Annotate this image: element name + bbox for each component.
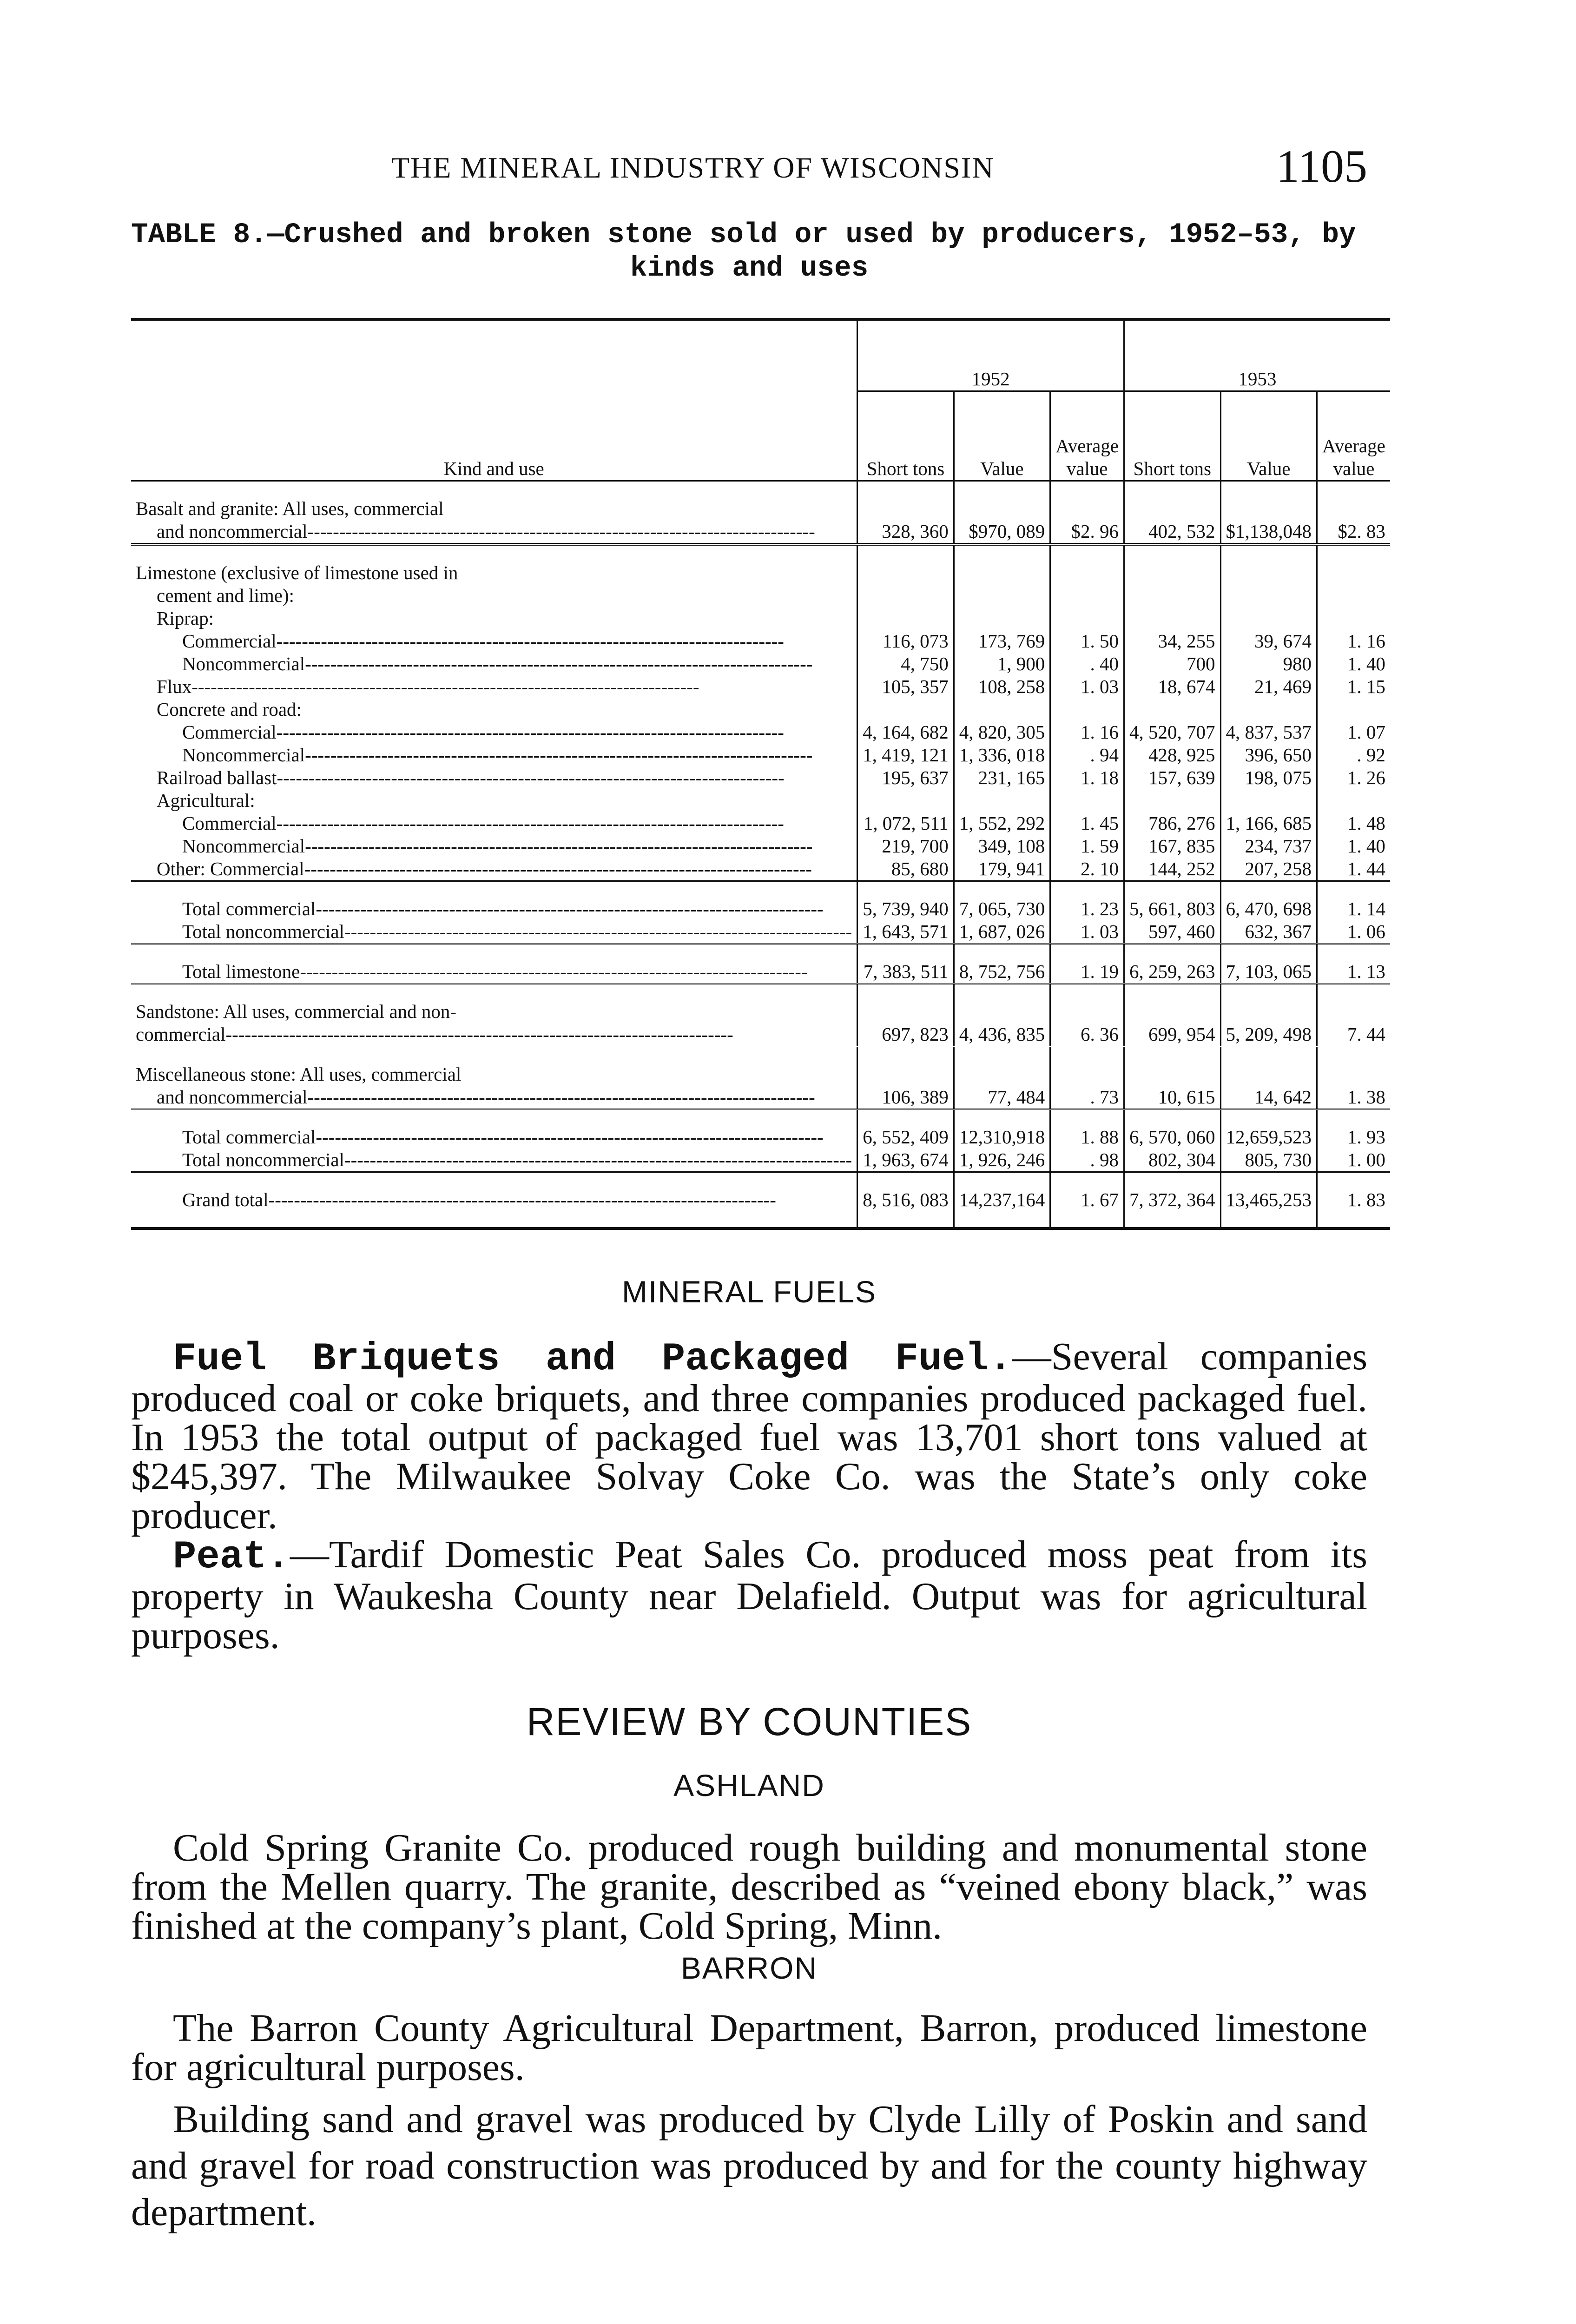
row-label: Flux bbox=[157, 676, 192, 697]
running-head bbox=[131, 139, 1367, 192]
stone-table bbox=[131, 318, 1390, 1230]
table-cell: 6, 259, 263 bbox=[1124, 960, 1221, 984]
paragraph-barron-1: The Barron County Agricultural Department, Barron, produced limestone for agricultural purposes. bbox=[131, 2007, 1367, 2089]
run-in-heading: Fuel Briquets and Packaged Fuel. bbox=[173, 1337, 1012, 1381]
running-title: THE MINERAL INDUSTRY OF WISCONSIN bbox=[391, 151, 995, 184]
table-cell: . 94 bbox=[1050, 744, 1124, 766]
table-cell: . 92 bbox=[1317, 744, 1390, 766]
table-row bbox=[131, 812, 1390, 835]
table-cell: 179, 941 bbox=[954, 858, 1050, 881]
table-cell: 8, 752, 756 bbox=[954, 960, 1050, 984]
average-value-header: Average value bbox=[1317, 391, 1390, 481]
table-row bbox=[131, 835, 1390, 858]
short-tons-header: Short tons bbox=[857, 391, 954, 481]
section-heading-mineral-fuels: MINERAL FUELS bbox=[621, 1274, 877, 1309]
table-cell: 10, 615 bbox=[1124, 1063, 1221, 1109]
table-caption bbox=[131, 218, 1367, 285]
table-row bbox=[131, 561, 1390, 630]
table-row bbox=[131, 766, 1390, 789]
table-row bbox=[131, 653, 1390, 675]
table-cell: 34, 255 bbox=[1124, 630, 1221, 653]
table-cell: 1. 00 bbox=[1317, 1149, 1390, 1172]
row-group-label: Agricultural: bbox=[157, 790, 255, 811]
kind-and-use-header: Kind and use bbox=[131, 319, 857, 481]
row-label: and noncommercial bbox=[157, 521, 308, 542]
table-cell: 699, 954 bbox=[1124, 1000, 1221, 1047]
table-cell: 105, 357 bbox=[857, 675, 954, 698]
table-cell: 7, 372, 364 bbox=[1124, 1188, 1221, 1211]
table-cell: 1. 88 bbox=[1050, 1126, 1124, 1149]
table-cell: 2. 10 bbox=[1050, 858, 1124, 881]
table-cell: 198, 075 bbox=[1220, 766, 1317, 789]
table-cell: 1, 166, 685 bbox=[1220, 812, 1317, 835]
row-label: Railroad ballast bbox=[157, 767, 277, 788]
table-cell: 1, 419, 121 bbox=[857, 744, 954, 766]
table-cell: 12,310,918 bbox=[954, 1126, 1050, 1149]
table-row bbox=[131, 920, 1390, 944]
table-cell: 1. 40 bbox=[1317, 653, 1390, 675]
row-label: Total commercial bbox=[182, 898, 316, 919]
table-cell: 1. 13 bbox=[1317, 960, 1390, 984]
row-label: and noncommercial bbox=[157, 1086, 308, 1108]
row-label: Total noncommercial bbox=[182, 921, 344, 942]
table-cell: 6, 570, 060 bbox=[1124, 1126, 1221, 1149]
row-label: Sandstone: All uses, commercial and non- bbox=[136, 1001, 457, 1022]
paragraph-text: —Tardif Domestic Peat Sales Co. produced moss peat from its property in Waukesha County near Delafield. Output was for agricultural purposes. bbox=[131, 1533, 1367, 1657]
table-cell: 1, 687, 026 bbox=[954, 920, 1050, 944]
table-cell: 396, 650 bbox=[1220, 744, 1317, 766]
table-cell: $2. 96 bbox=[1050, 497, 1124, 544]
row-label: Noncommercial bbox=[182, 744, 305, 766]
row-label: Other: Commercial bbox=[157, 858, 304, 879]
row-label: Total limestone bbox=[182, 961, 300, 982]
table-cell: 144, 252 bbox=[1124, 858, 1221, 881]
table-row bbox=[131, 1126, 1390, 1149]
page bbox=[131, 139, 1385, 2236]
paragraph-text: —Several companies produced coal or coke briquets, and three companies produced packaged fuel. In 1953 the total output of packaged fuel was 13,701 short tons valued at $245,397. The Milwaukee Solvay Coke Co. was the State’s only coke producer. bbox=[131, 1335, 1368, 1537]
section-heading-review-by-counties: REVIEW BY COUNTIES bbox=[526, 1700, 972, 1743]
row-group-label: Concrete and road: bbox=[157, 699, 302, 720]
table-cell: 4, 820, 305 bbox=[954, 721, 1050, 744]
table-caption-line2: kinds and uses bbox=[630, 252, 869, 284]
table-row bbox=[131, 497, 1390, 544]
table-cell: 116, 073 bbox=[857, 630, 954, 653]
table-cell: 4, 164, 682 bbox=[857, 721, 954, 744]
table-cell: 697, 823 bbox=[857, 1000, 954, 1047]
row-label: Noncommercial bbox=[182, 653, 305, 674]
year-1952-header: 1952 bbox=[857, 319, 1124, 391]
table-cell: 1, 643, 571 bbox=[857, 920, 954, 944]
table-cell: 1. 93 bbox=[1317, 1126, 1390, 1149]
table-cell: 5, 209, 498 bbox=[1220, 1000, 1317, 1047]
row-label: Miscellaneous stone: All uses, commercial bbox=[136, 1063, 462, 1085]
page-number: 1105 bbox=[1276, 140, 1367, 192]
table-cell: . 40 bbox=[1050, 653, 1124, 675]
row-group-label: Riprap: bbox=[157, 607, 214, 629]
row-group-label: Limestone (exclusive of limestone used in bbox=[136, 562, 458, 583]
table-cell: 402, 532 bbox=[1124, 497, 1221, 544]
table-cell: 4, 750 bbox=[857, 653, 954, 675]
table-cell: 1. 03 bbox=[1050, 675, 1124, 698]
table-cell: 1. 16 bbox=[1050, 721, 1124, 744]
table-cell: 1. 83 bbox=[1317, 1188, 1390, 1211]
value-header: Value bbox=[1220, 391, 1317, 481]
row-label: Grand total bbox=[182, 1189, 269, 1210]
table-cell: $1,138,048 bbox=[1220, 497, 1317, 544]
table-cell: 13,465,253 bbox=[1220, 1188, 1317, 1211]
table-cell: 1. 19 bbox=[1050, 960, 1124, 984]
table-row bbox=[131, 858, 1390, 881]
table-cell: 1. 26 bbox=[1317, 766, 1390, 789]
table-cell: 1. 06 bbox=[1317, 920, 1390, 944]
table-row bbox=[131, 1188, 1390, 1211]
table-cell: 1. 48 bbox=[1317, 812, 1390, 835]
table-row bbox=[131, 1063, 1390, 1109]
table-cell: 1. 16 bbox=[1317, 630, 1390, 653]
table-cell: $2. 83 bbox=[1317, 497, 1390, 544]
table-cell: 234, 737 bbox=[1220, 835, 1317, 858]
table-cell: 1, 552, 292 bbox=[954, 812, 1050, 835]
table-cell: . 73 bbox=[1050, 1063, 1124, 1109]
table-row bbox=[131, 630, 1390, 653]
row-label: Commercial bbox=[182, 630, 277, 652]
table-cell: 349, 108 bbox=[954, 835, 1050, 858]
table-cell: 207, 258 bbox=[1220, 858, 1317, 881]
value-header: Value bbox=[954, 391, 1050, 481]
row-label: Total noncommercial bbox=[182, 1149, 344, 1170]
table-cell: 1. 18 bbox=[1050, 766, 1124, 789]
table-cell: 632, 367 bbox=[1220, 920, 1317, 944]
table-cell: 1. 45 bbox=[1050, 812, 1124, 835]
table-cell: 5, 739, 940 bbox=[857, 898, 954, 920]
table-cell: 597, 460 bbox=[1124, 920, 1221, 944]
table-cell: . 98 bbox=[1050, 1149, 1124, 1172]
table-cell: 219, 700 bbox=[857, 835, 954, 858]
table-cell: 1. 38 bbox=[1317, 1063, 1390, 1109]
row-label: Noncommercial bbox=[182, 835, 305, 857]
table-row bbox=[131, 675, 1390, 698]
table-cell: 786, 276 bbox=[1124, 812, 1221, 835]
table-cell: 700 bbox=[1124, 653, 1221, 675]
row-group-label: cement and lime): bbox=[157, 585, 294, 606]
paragraph-ashland: Cold Spring Granite Co. produced rough building and monumental stone from the Mellen quarry. The granite, described as “veined ebony black,” was finished at the company’s plant, Cold Spring, Minn. bbox=[131, 1826, 1367, 1948]
table-cell: 4, 436, 835 bbox=[954, 1000, 1050, 1047]
short-tons-header: Short tons bbox=[1124, 391, 1221, 481]
paragraph-barron-2: Building sand and gravel was produced by Clyde Lilly of Poskin and sand and gravel for road construction was produced by and for the county highway department. bbox=[131, 2098, 1367, 2234]
table-cell: 980 bbox=[1220, 653, 1317, 675]
table-cell: 4, 520, 707 bbox=[1124, 721, 1221, 744]
run-in-heading: Peat. bbox=[173, 1535, 290, 1579]
row-label: Total commercial bbox=[182, 1126, 316, 1148]
table-cell: 5, 661, 803 bbox=[1124, 898, 1221, 920]
table-cell: 1. 59 bbox=[1050, 835, 1124, 858]
table-cell: 231, 165 bbox=[954, 766, 1050, 789]
table-cell: 1, 926, 246 bbox=[954, 1149, 1050, 1172]
table-cell: 1, 336, 018 bbox=[954, 744, 1050, 766]
table-row bbox=[131, 789, 1390, 812]
table-cell: 157, 639 bbox=[1124, 766, 1221, 789]
table-cell: 6. 36 bbox=[1050, 1000, 1124, 1047]
table-cell: 77, 484 bbox=[954, 1063, 1050, 1109]
table-row bbox=[131, 1149, 1390, 1172]
table-cell: 4, 837, 537 bbox=[1220, 721, 1317, 744]
table-cell: 6, 552, 409 bbox=[857, 1126, 954, 1149]
table-cell: 18, 674 bbox=[1124, 675, 1221, 698]
table-cell: 1. 07 bbox=[1317, 721, 1390, 744]
table-cell: 6, 470, 698 bbox=[1220, 898, 1317, 920]
table-cell: 39, 674 bbox=[1220, 630, 1317, 653]
table-cell: 195, 637 bbox=[857, 766, 954, 789]
table-row bbox=[131, 698, 1390, 721]
table-row bbox=[131, 960, 1390, 984]
county-heading-ashland: ASHLAND bbox=[673, 1768, 825, 1802]
table-row bbox=[131, 721, 1390, 744]
row-label: Basalt and granite: All uses, commercial bbox=[136, 498, 444, 519]
paragraph-peat bbox=[131, 1535, 1367, 1655]
year-1953-header: 1953 bbox=[1124, 319, 1390, 391]
table-row bbox=[131, 1000, 1390, 1047]
table-cell: 1. 14 bbox=[1317, 898, 1390, 920]
table-cell: 1. 50 bbox=[1050, 630, 1124, 653]
table-cell: 1. 03 bbox=[1050, 920, 1124, 944]
county-heading-barron: BARRON bbox=[680, 1951, 818, 1985]
table-cell: 14,237,164 bbox=[954, 1188, 1050, 1211]
table-cell: 1, 900 bbox=[954, 653, 1050, 675]
table-cell: 802, 304 bbox=[1124, 1149, 1221, 1172]
table-cell: 1, 072, 511 bbox=[857, 812, 954, 835]
table-cell: 12,659,523 bbox=[1220, 1126, 1317, 1149]
table-cell: 7. 44 bbox=[1317, 1000, 1390, 1047]
table-caption-line1: TABLE 8.—Crushed and broken stone sold or used by producers, 1952–53, by bbox=[131, 219, 1356, 251]
table-cell: 1. 40 bbox=[1317, 835, 1390, 858]
row-label: commercial bbox=[136, 1023, 226, 1045]
table-cell: 805, 730 bbox=[1220, 1149, 1317, 1172]
table-cell: 21, 469 bbox=[1220, 675, 1317, 698]
table-cell: 167, 835 bbox=[1124, 835, 1221, 858]
table-cell: 328, 360 bbox=[857, 497, 954, 544]
table-cell: 1. 15 bbox=[1317, 675, 1390, 698]
table-cell: 85, 680 bbox=[857, 858, 954, 881]
table-cell: $970, 089 bbox=[954, 497, 1050, 544]
table-cell: 1. 44 bbox=[1317, 858, 1390, 881]
table-cell: 8, 516, 083 bbox=[857, 1188, 954, 1211]
table-cell: 108, 258 bbox=[954, 675, 1050, 698]
table-row bbox=[131, 744, 1390, 766]
table-cell: 7, 103, 065 bbox=[1220, 960, 1317, 984]
paragraph-fuel-briquets bbox=[131, 1337, 1367, 1535]
table-cell: 106, 389 bbox=[857, 1063, 954, 1109]
average-value-header: Average value bbox=[1050, 391, 1124, 481]
table-cell: 173, 769 bbox=[954, 630, 1050, 653]
table-cell: 14, 642 bbox=[1220, 1063, 1317, 1109]
row-label: Commercial bbox=[182, 812, 277, 834]
table-cell: 7, 065, 730 bbox=[954, 898, 1050, 920]
table-cell: 1. 67 bbox=[1050, 1188, 1124, 1211]
table-cell: 1, 963, 674 bbox=[857, 1149, 954, 1172]
row-label: Commercial bbox=[182, 721, 277, 743]
table-cell: 1. 23 bbox=[1050, 898, 1124, 920]
table-cell: 428, 925 bbox=[1124, 744, 1221, 766]
table-row bbox=[131, 898, 1390, 920]
table-cell: 7, 383, 511 bbox=[857, 960, 954, 984]
